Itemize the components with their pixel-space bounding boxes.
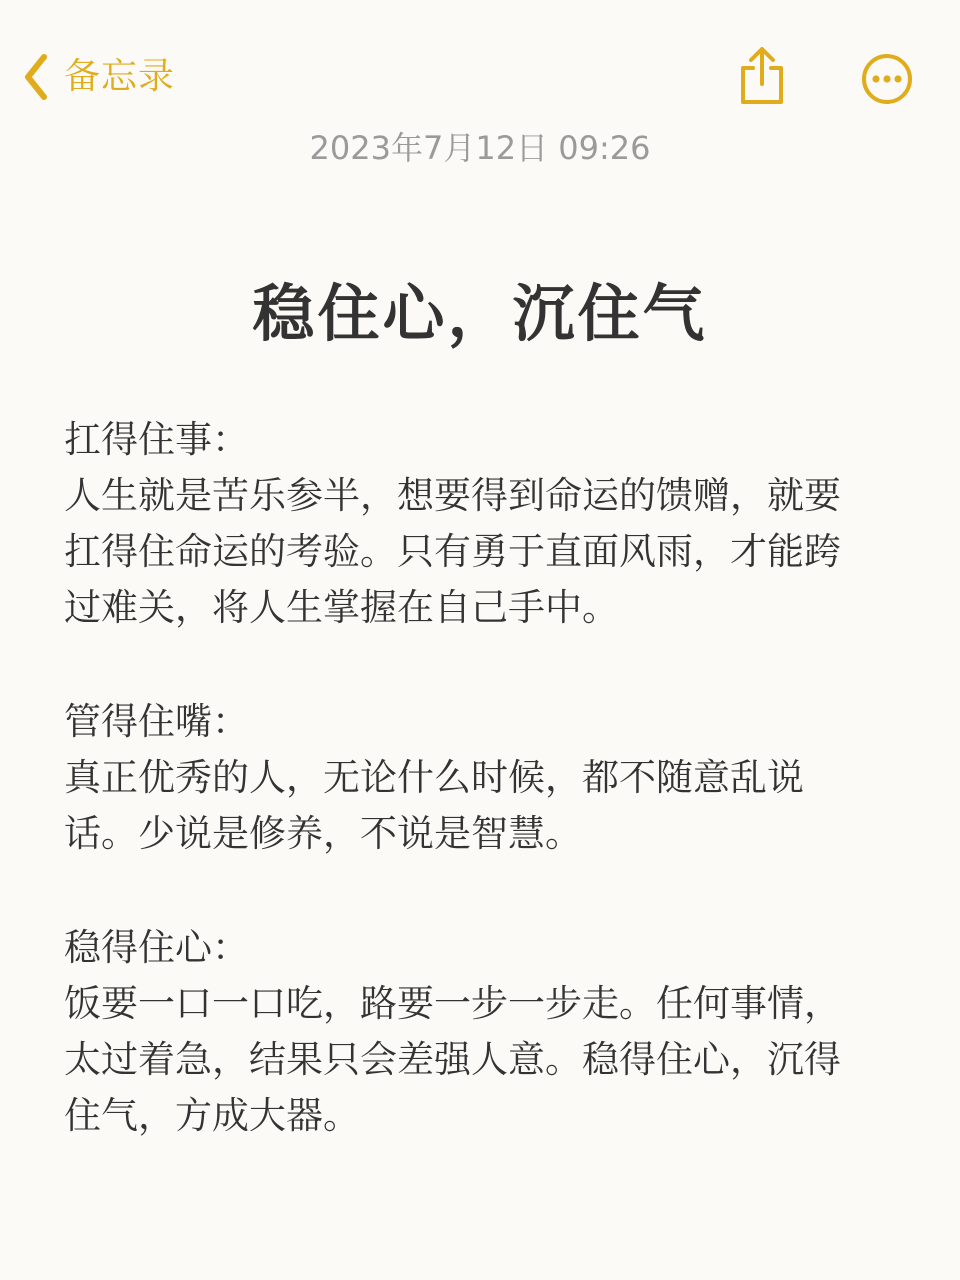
note-section bbox=[64, 694, 894, 862]
section-heading: 稳得住心： bbox=[64, 926, 249, 969]
paragraph-line: 住气，方成大器。 bbox=[64, 1094, 360, 1137]
paragraph-line: 太过着急，结果只会差强人意。稳得住心，沉得 bbox=[64, 1038, 841, 1081]
note-title: 稳住心，沉住气 bbox=[252, 277, 708, 350]
paragraph-line: 饭要一口一口吃，路要一步一步走。任何事情， bbox=[64, 982, 841, 1025]
share-button[interactable] bbox=[736, 46, 788, 110]
back-button[interactable] bbox=[22, 52, 175, 102]
paragraph-line: 真正优秀的人，无论什么时候，都不随意乱说 bbox=[64, 756, 804, 799]
note-body[interactable] bbox=[64, 412, 894, 1144]
section-heading: 管得住嘴： bbox=[64, 700, 249, 743]
paragraph-line: 话。少说是修养，不说是智慧。 bbox=[64, 812, 582, 855]
share-icon bbox=[736, 91, 788, 110]
section-heading: 扛得住事： bbox=[64, 418, 249, 461]
more-button[interactable] bbox=[860, 52, 914, 110]
chevron-left-icon bbox=[22, 53, 50, 101]
more-icon bbox=[860, 91, 914, 110]
paragraph-line: 扛得住命运的考验。只有勇于直面风雨，才能跨 bbox=[64, 530, 841, 573]
note-section bbox=[64, 412, 894, 636]
note-timestamp: 2023年7月12日 09:26 bbox=[309, 129, 651, 167]
paragraph-line: 过难关，将人生掌握在自己手中。 bbox=[64, 586, 619, 629]
paragraph-line: 人生就是苦乐参半，想要得到命运的馈赠，就要 bbox=[64, 474, 841, 517]
back-button-label: 备忘录 bbox=[64, 56, 176, 97]
note-section bbox=[64, 920, 894, 1144]
